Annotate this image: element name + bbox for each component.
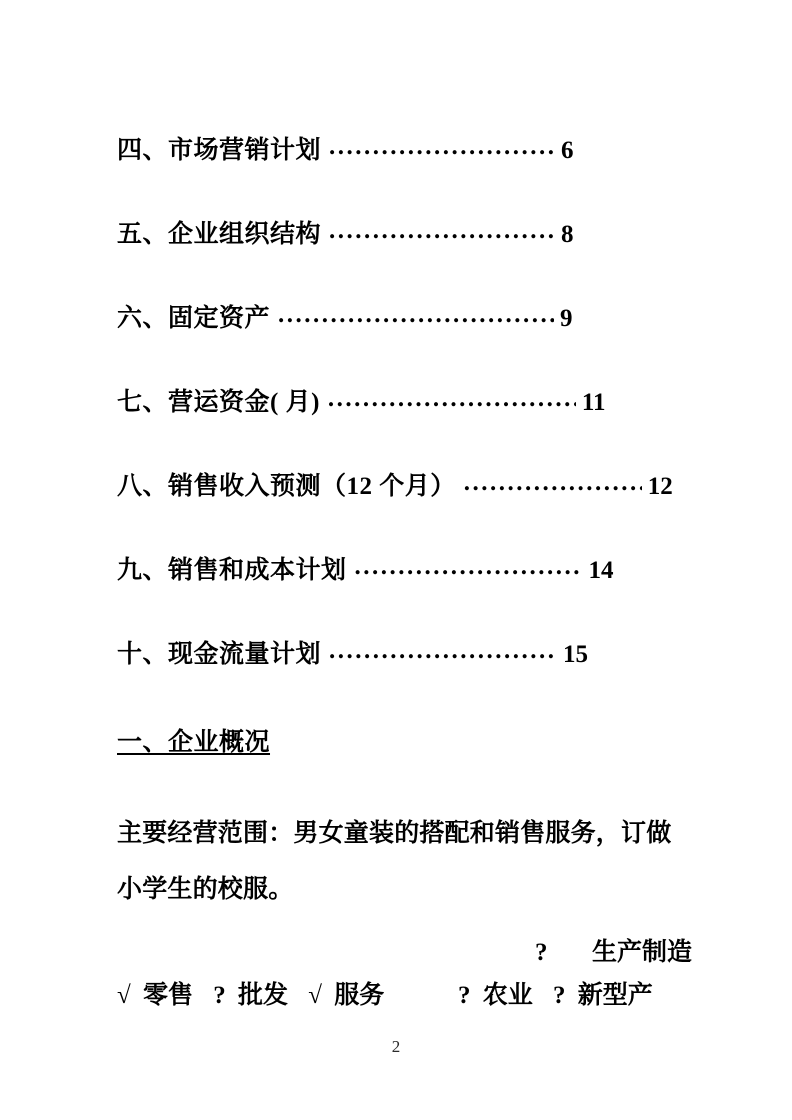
section-heading: 一、企业概况 [117, 729, 271, 756]
toc-entry-title: 十、现金流量计划 [117, 641, 322, 668]
checkbox-mark-icon[interactable]: ? [553, 982, 566, 1009]
toc-entry[interactable] [117, 472, 697, 556]
option-group-upper [535, 932, 706, 968]
toc-entry-page: 11 [581, 389, 606, 416]
toc-dot-leader [278, 300, 554, 330]
checkbox-mark-icon[interactable]: ? [213, 982, 226, 1009]
page-number: 2 [391, 1037, 401, 1056]
toc-entry-title: 五、企业组织结构 [117, 221, 322, 248]
table-of-contents [117, 136, 697, 724]
option-label: 农业 [482, 982, 533, 1009]
toc-entry[interactable] [117, 220, 697, 304]
toc-dot-leader [464, 468, 642, 498]
toc-entry-page: 12 [647, 473, 673, 500]
toc-entry[interactable] [117, 556, 697, 640]
toc-entry-title: 八、销售收入预测（12 个月） [117, 473, 456, 500]
toc-entry[interactable] [117, 304, 697, 388]
toc-entry[interactable] [117, 136, 697, 220]
checkbox-mark-icon[interactable]: ? [458, 982, 471, 1009]
checkbox-mark-icon[interactable]: ? [535, 939, 548, 966]
toc-entry-page: 6 [561, 137, 574, 164]
option-label: 服务 [334, 982, 385, 1009]
option-label: 新型产 [577, 982, 653, 1009]
option-label: 生产制造 [592, 939, 693, 966]
toc-dot-leader [329, 216, 555, 246]
toc-entry-page: 9 [560, 305, 573, 332]
toc-entry-page: 8 [561, 221, 574, 248]
option-label: 批发 [238, 982, 289, 1009]
checkbox-mark-icon[interactable]: √ [117, 982, 131, 1009]
toc-entry-title: 九、销售和成本计划 [117, 557, 347, 584]
toc-entry-page: 14 [588, 557, 614, 584]
option-group-lower-right [458, 975, 667, 1011]
toc-dot-leader [355, 552, 583, 582]
option-group-lower-left [117, 975, 398, 1011]
toc-entry-title: 六、固定资产 [117, 305, 271, 332]
body-paragraph: 主要经营范围：男女童装的搭配和销售服务，订做小学生的校服。 [117, 820, 672, 903]
toc-entry-title: 四、市场营销计划 [117, 137, 322, 164]
toc-dot-leader [329, 636, 557, 666]
checkbox-mark-icon[interactable]: √ [308, 982, 322, 1009]
toc-dot-leader [328, 384, 576, 414]
toc-entry[interactable] [117, 388, 697, 472]
toc-entry[interactable] [117, 640, 697, 724]
toc-entry-page: 15 [563, 641, 589, 668]
toc-entry-title: 七、营运资金( 月) [117, 389, 320, 416]
toc-dot-leader [329, 132, 555, 162]
option-label: 零售 [142, 982, 193, 1009]
